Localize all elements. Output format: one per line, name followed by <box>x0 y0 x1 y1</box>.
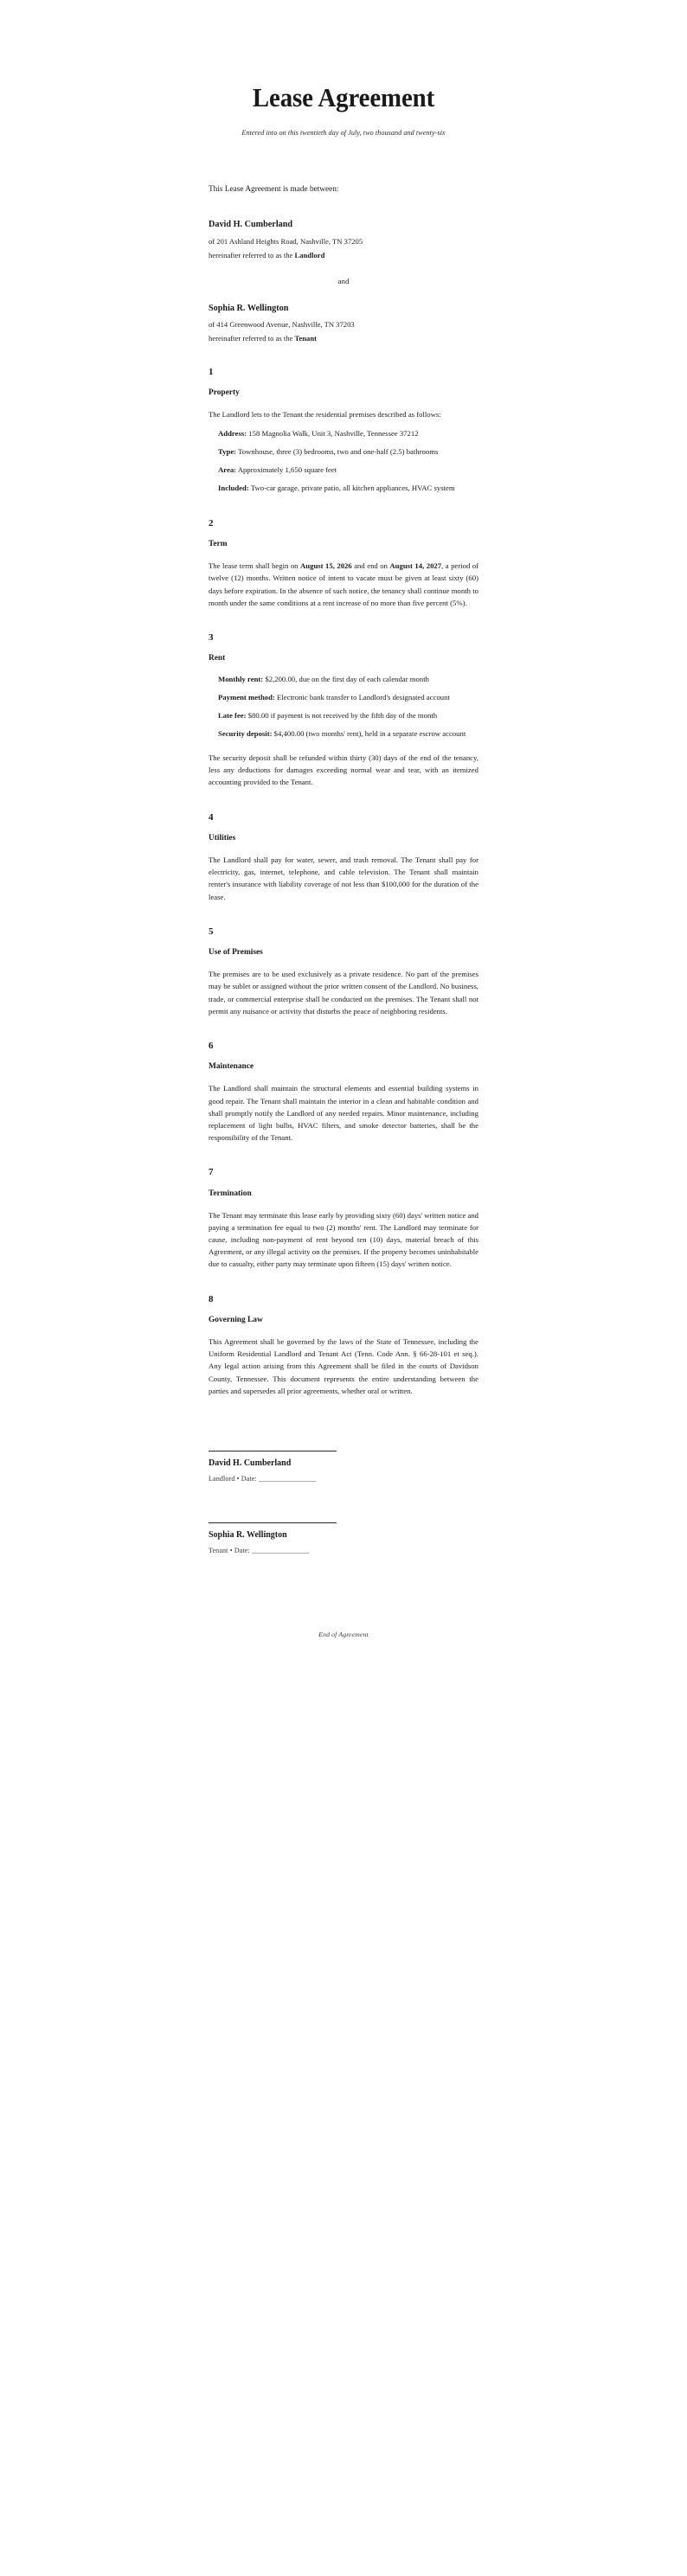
list-item <box>209 483 478 495</box>
signature-line[interactable] <box>209 1522 337 1523</box>
landlord-name: David H. Cumberland <box>209 219 293 229</box>
section-number: 6 <box>209 1040 214 1051</box>
section-heading: Utilities <box>209 833 236 843</box>
date-blank-line[interactable]: ________________ <box>252 1546 310 1554</box>
section-number: 1 <box>209 366 214 377</box>
spacer <box>209 350 478 366</box>
section-body: The Landlord lets to the Tenant the residential premises described as follows: <box>209 409 441 419</box>
signature-area <box>209 1451 478 1556</box>
term-text-2: and end on <box>351 561 390 571</box>
list-item <box>209 692 478 704</box>
detail-value: Townhouse, three (3) bedrooms, two and one-half (2.5) bathrooms <box>236 447 439 457</box>
party-landlord <box>209 219 478 261</box>
tenant-address: of 414 Greenwood Avenue, Nashville, TN 37203 <box>209 320 355 330</box>
tenant-role-prefix: hereinafter referred to as the <box>209 334 295 343</box>
section-body: The Landlord shall pay for water, sewer, and trash removal. The Tenant shall pay for electricity, gas, internet, telephone, and cable television. The Tenant shall maintain renter's insurance with liability coverage of not less than $100,000 for the duration of the lease. <box>209 855 478 901</box>
section-body <box>209 560 478 609</box>
intro-text: This Lease Agreement is made between: <box>209 184 339 194</box>
signatory-name: David H. Cumberland <box>209 1458 292 1468</box>
tenant-role-line <box>209 333 478 344</box>
list-item <box>209 674 478 686</box>
landlord-role-label: Landlord <box>294 250 325 260</box>
detail-label: Area: <box>218 465 237 474</box>
list-item <box>209 446 478 458</box>
detail-value: 158 Magnolia Walk, Unit 3, Nashville, Tennessee 37212 <box>247 429 419 439</box>
list-item <box>209 710 478 722</box>
meta-separator: • <box>234 1474 241 1483</box>
section-number: 2 <box>209 517 214 529</box>
section-body: The security deposit shall be refunded within thirty (30) days of the end of the tenancy, less any deductions for damages exceeding normal wear and tear, with an itemized accounting provided to the Tenant. <box>209 753 478 787</box>
section-body: This Agreement shall be governed by the laws of the State of Tennessee, including the Uniform Residential Landlord and Tenant Act (Tenn. Code Ann. § 66-28-101 et seq.). Any legal action arising from this Agreement shall be filed in the courts of Davidson County, Tennessee. This document represents the entire understanding between the parties and supersedes all prior agreements, whether oral or written. <box>209 1337 478 1395</box>
section-use-of-premises <box>209 926 478 1017</box>
document-subtitle: Entered into on this twentieth day of July, two thousand and twenty-six <box>241 128 446 137</box>
detail-label: Included: <box>218 483 249 492</box>
section-heading: Rent <box>209 654 226 663</box>
section-maintenance <box>209 1040 478 1144</box>
section-body: The Tenant may terminate this lease early by providing sixty (60) days' written notice and paying a termination fee equal to two (2) months' rent. The Landlord may terminate for cause, including non-payment of rent beyond ten (10) days, material breach of this Agreement, or any illegal activity on the premises. If the property becomes uninhabitable due to casualty, either party may terminate upon fifteen (15) days' written notice. <box>209 1210 479 1269</box>
list-item <box>209 465 478 477</box>
term-end-date: August 14, 2027 <box>389 561 442 571</box>
section-property <box>209 366 478 495</box>
rent-detail-list <box>209 674 478 740</box>
section-number: 3 <box>209 631 214 643</box>
term-text-1: The lease term shall begin on <box>209 561 300 571</box>
signature-block-tenant <box>209 1522 478 1556</box>
property-detail-list <box>209 428 478 495</box>
detail-value: $4,400.00 (two months' rent), held in a separate escrow account <box>272 729 466 739</box>
signatory-meta <box>209 1546 478 1556</box>
meta-separator: • <box>228 1546 234 1554</box>
section-heading: Governing Law <box>209 1315 263 1324</box>
section-body: The premises are to be used exclusively as a private residence. No part of the premises may be sublet or assigned without the prior written consent of the Landlord. No business, trade, or commercial enterprise shall be conducted on the premises. The Tenant shall not permit any nuisance or activity that disturbs the peace of neighboring residents. <box>209 970 478 1016</box>
date-label: Date: <box>241 1474 260 1483</box>
detail-value: Approximately 1,650 square feet <box>236 465 337 474</box>
section-number: 7 <box>209 1167 214 1178</box>
signature-block-landlord <box>209 1451 478 1484</box>
detail-label: Type: <box>218 447 237 457</box>
section-term <box>209 517 478 609</box>
date-label: Date: <box>234 1546 253 1554</box>
document-content <box>209 83 478 1638</box>
landlord-role-prefix: hereinafter referred to as the <box>209 250 295 260</box>
detail-label: Monthly rent: <box>218 675 264 684</box>
section-body: The Landlord shall maintain the structural elements and essential building systems in good repair. The Tenant shall maintain the interior in a clean and habitable condition and shall promptly notify the Landlord of any needed repairs. Minor maintenance, including replacement of light bulbs, HVAC filters, and smoke detector batteries, shall be the responsibility of the Tenant. <box>209 1084 478 1143</box>
detail-label: Late fee: <box>218 711 247 721</box>
document-footer: End of Agreement <box>318 1630 369 1638</box>
section-number: 8 <box>209 1293 214 1304</box>
detail-value: Electronic bank transfer to Landlord's designated account <box>274 693 450 702</box>
section-heading: Use of Premises <box>209 948 263 958</box>
detail-label: Security deposit: <box>218 729 273 739</box>
detail-value: $80.00 if payment is not received by the fifth day of the month <box>246 711 438 721</box>
date-blank-line[interactable]: ________________ <box>259 1474 317 1483</box>
signatory-name: Sophia R. Wellington <box>209 1529 287 1540</box>
landlord-address: of 201 Ashland Heights Road, Nashville, TN 37205 <box>209 236 363 246</box>
section-heading: Term <box>209 540 228 549</box>
detail-value: Two-car garage, private patio, all kitchen appliances, HVAC system <box>248 483 455 492</box>
page-title: Lease Agreement <box>252 82 435 112</box>
section-governing-law <box>209 1293 478 1397</box>
signatory-meta <box>209 1474 478 1484</box>
landlord-role-line <box>209 250 478 261</box>
detail-label: Payment method: <box>218 693 275 702</box>
signatory-role: Tenant <box>209 1546 228 1554</box>
detail-value: $2,200.00, due on the first day of each calendar month <box>263 675 429 684</box>
tenant-role-label: Tenant <box>294 334 317 343</box>
section-number: 5 <box>209 926 214 937</box>
list-item <box>209 728 478 740</box>
detail-label: Address: <box>218 429 247 439</box>
term-text-3: , a period of twelve (12) months. Written notice of intent to vacate must be given at least sixty (60) days before expiration. In the absence of such notice, the tenancy shall continue month to month under the same conditions at a rent increase of no more than five percent (5%). <box>209 561 478 607</box>
section-termination <box>209 1166 478 1270</box>
section-number: 4 <box>209 811 214 823</box>
section-rent <box>209 631 478 789</box>
section-heading: Termination <box>209 1189 252 1198</box>
list-item <box>209 428 478 440</box>
section-heading: Property <box>209 388 240 397</box>
section-utilities <box>209 811 478 903</box>
signatory-role: Landlord <box>209 1474 235 1483</box>
party-tenant <box>209 303 478 345</box>
section-heading: Maintenance <box>209 1062 254 1072</box>
tenant-name: Sophia R. Wellington <box>209 303 289 313</box>
and-separator: and <box>337 276 350 285</box>
term-start-date: August 15, 2026 <box>300 561 352 571</box>
